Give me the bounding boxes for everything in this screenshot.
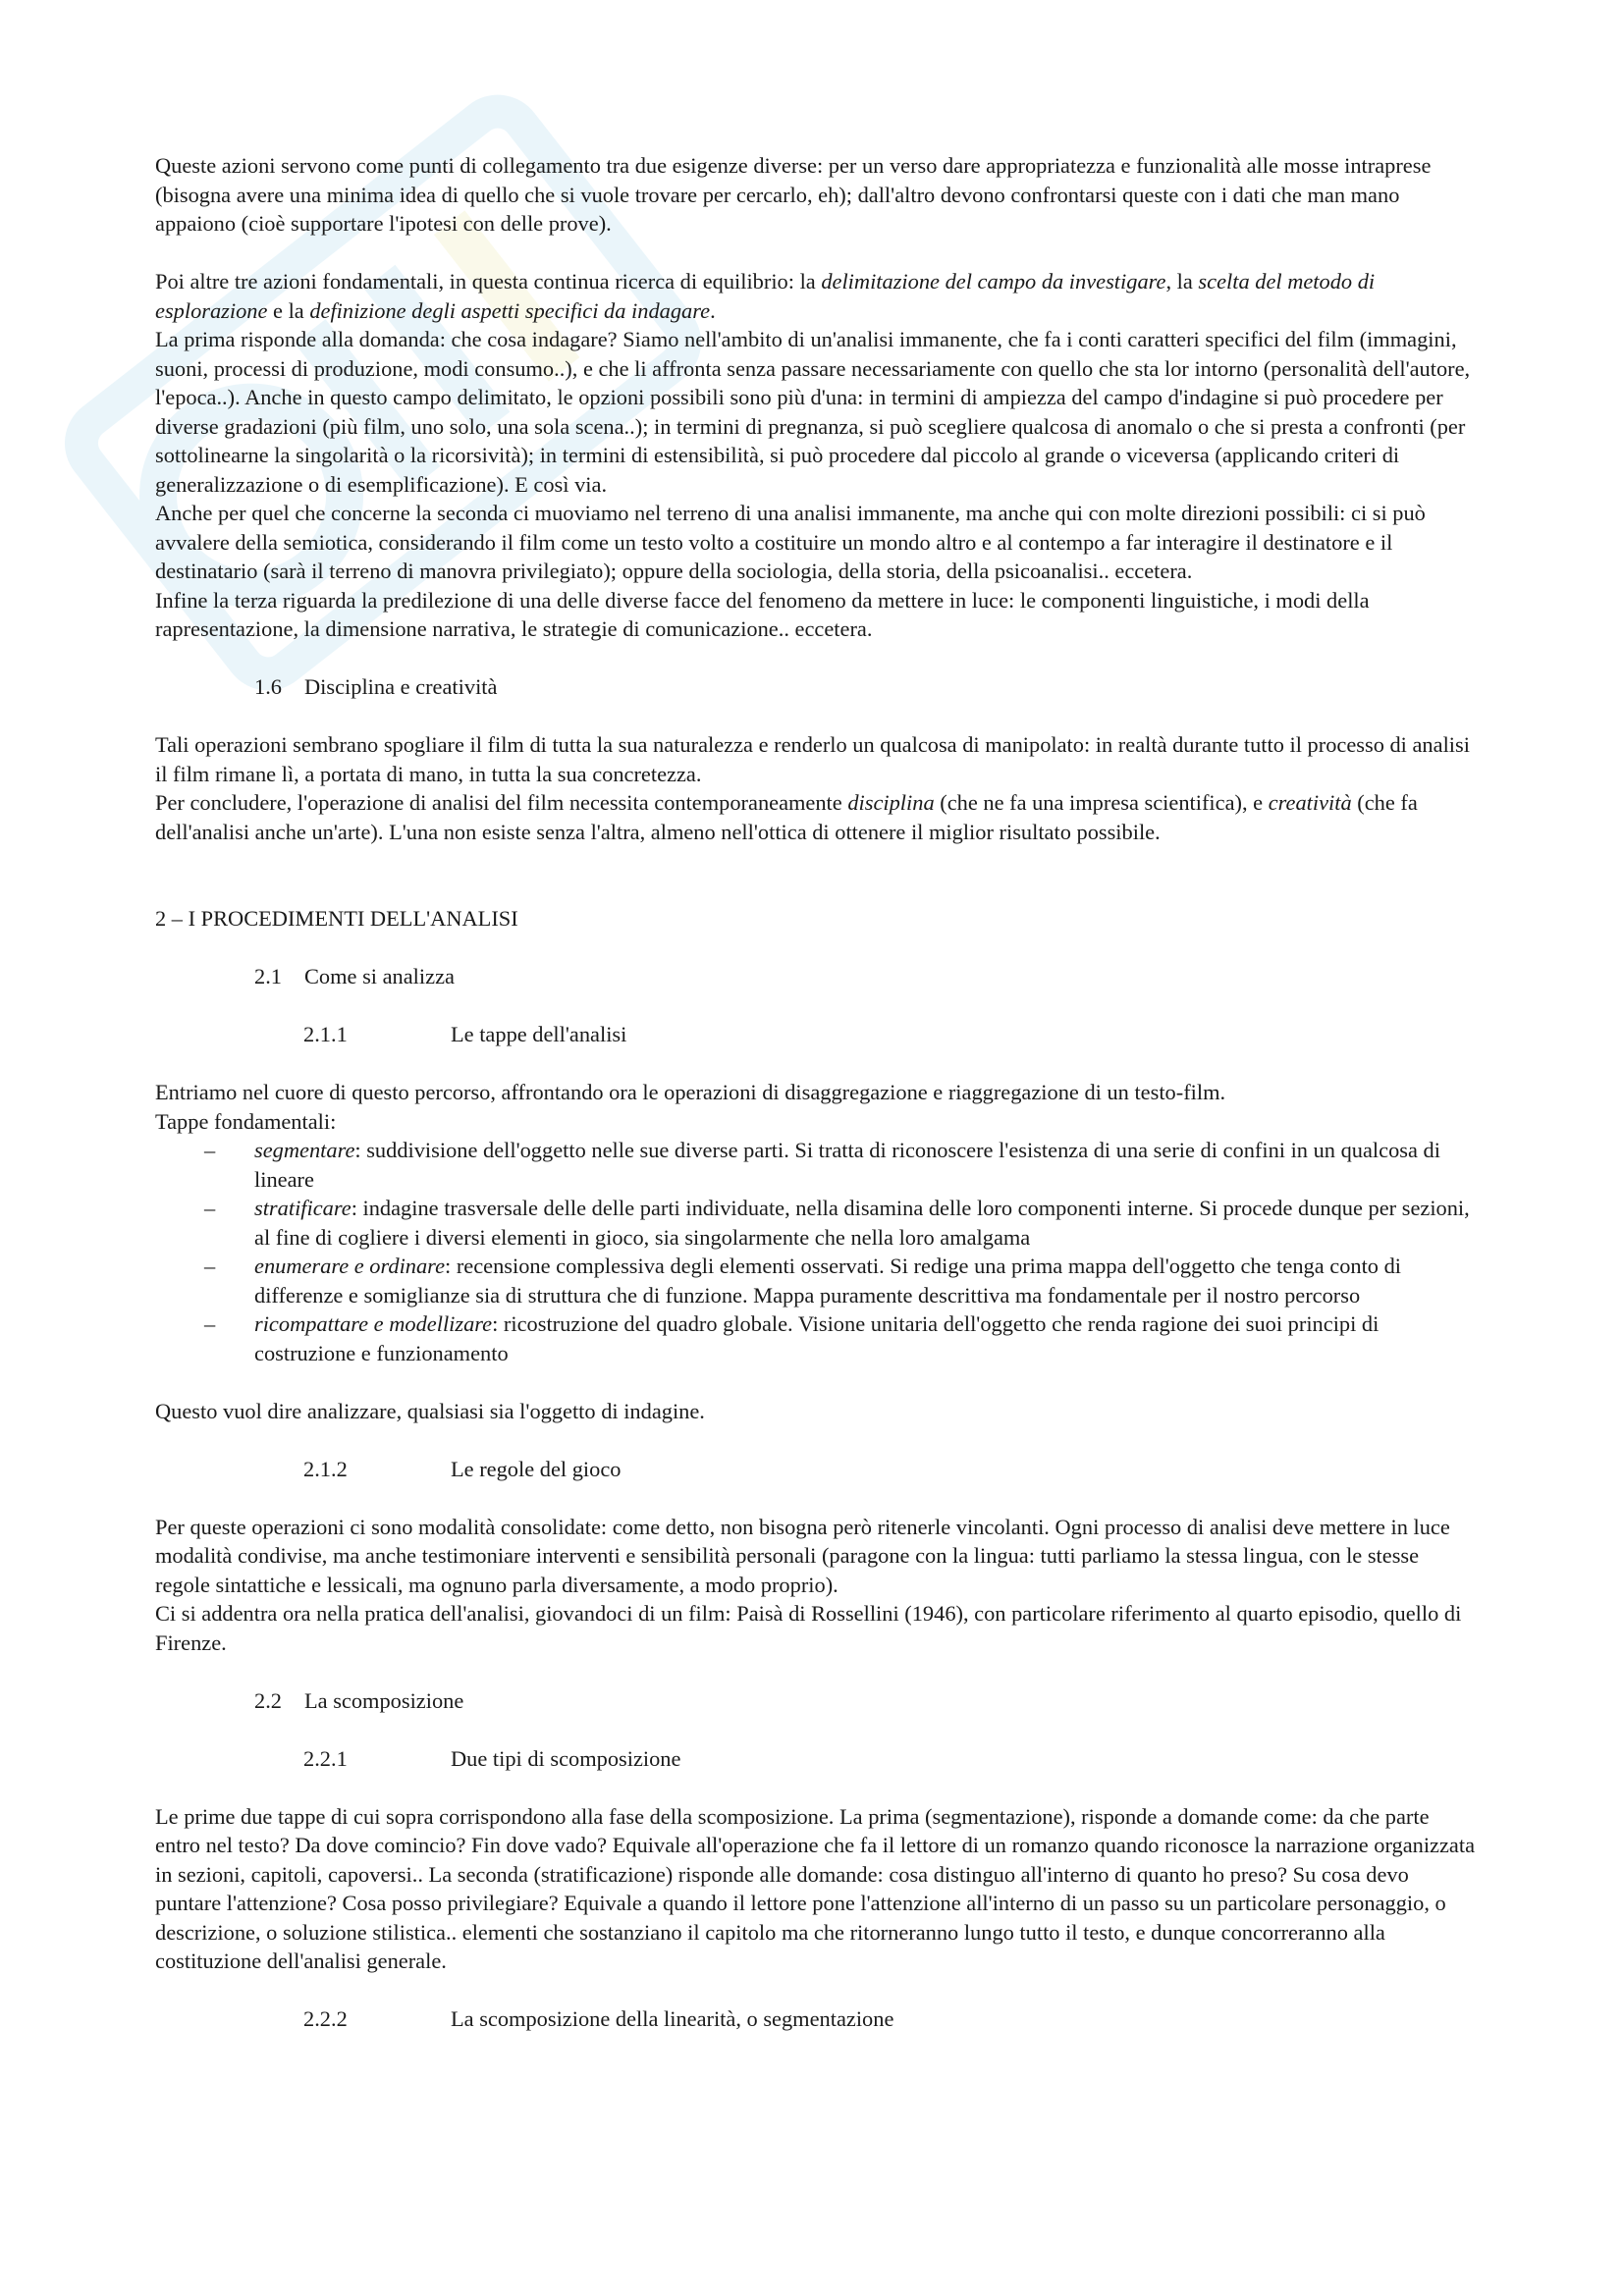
steps-list [155,1136,1476,1367]
section-heading-1-6: 1.6 Disciplina e creatività [254,674,498,699]
section-heading-2-2: 2.2 La scomposizione [254,1687,464,1713]
subsection-heading-2-1-1: 2.1.1 Le tappe dell'analisi [303,1022,627,1046]
paragraph: Per concludere, l'operazione di analisi del film necessita contemporaneamente disciplina (che ne fa una impresa scientifica), e creatività (che fa dell'analisi anche un'arte). L'una non esiste senza l'altra, almeno nell'ottica di ottenere il miglior risultato possibile. [155,790,1418,844]
list-item: – enumerare e ordinare: recensione complessiva degli elementi osservati. Si redige una prima mappa dell'oggetto che tenga conto di differenze e somiglianze sia di struttura che di funzione. Mappa puramente descrittiva ma fondamentale per il nostro percorso [204,1254,1402,1308]
paragraph: Questo vuol dire analizzare, qualsiasi sia l'oggetto di indagine. [155,1398,705,1423]
paragraph: Queste azioni servono come punti di collegamento tra due esigenze diverse: per un verso dare appropriatezza e funzionalità alle mosse intraprese (bisogna avere una minima idea di quello che si vuole trovare per cercarlo, eh); dall'altro devono confrontarsi queste con i dati che man mano appaiono (cioè supportare l'ipotesi con delle prove). [155,153,1432,236]
paragraph: Infine la terza riguarda la predilezione di una delle diverse facce del fenomeno da mettere in luce: le componenti linguistiche, i modi della rapresentazione, la dimensione narrativa, le strategie di comunicazione.. eccetera. [155,587,1370,641]
paragraph: Le prime due tappe di cui sopra corrispondono alla fase della scomposizione. La prima (segmentazione), risponde a domande come: da che parte entro nel testo? Da dove comincio? Fin dove vado? Equivale all'operazione che fa il lettore di un romanzo quando riconosce la narrazione organizzata in sezioni, capitoli, capoversi.. La seconda (stratificazione) risponde alle domande: cosa distinguo all'interno di quanto ho preso? Su cosa devo puntare l'attenzione? Cosa posso privilegiare? Equivale a quando il lettore pone l'attenzione all'interno di un passo su un particolare personaggio, o descrizione, o soluzione stilistica.. elementi che sostanziano il capitolo ma che ritorneranno lungo tutto il testo, e dunque concorreranno alla costituzione dell'analisi generale. [155,1803,1476,1973]
paragraph: Ci si addentra ora nella pratica dell'analisi, giovandoci di un film: Paisà di Rossellini (1946), con particolare riferimento al quarto episodio, quello di Firenze. [155,1601,1462,1655]
paragraph: Poi altre tre azioni fondamentali, in questa continua ricerca di equilibrio: la delimitazione del campo da investigare, la scelta del metodo di esplorazione e la definizione degli aspetti specifici da indagare. [155,269,1376,323]
subsection-heading-2-2-2: 2.2.2 La scomposizione della linearità, o segmentazione [303,2006,894,2031]
list-item: – segmentare: suddivisione dell'oggetto nelle sue diverse parti. Si tratta di riconoscere l'esistenza di una serie di confini in un qualcosa di lineare [204,1138,1440,1192]
paragraph: Tali operazioni sembrano spogliare il film di tutta la sua naturalezza e renderlo un qualcosa di manipolato: in realtà durante tutto il processo di analisi il film rimane lì, a portata di mano, in tutta la sua concretezza. [155,732,1470,786]
document-page [155,151,1476,2034]
subsection-heading-2-2-1: 2.2.1 Due tipi di scomposizione [303,1745,681,1771]
section-heading-2-1: 2.1 Come si analizza [254,964,455,988]
paragraph: Entriamo nel cuore di questo percorso, affrontando ora le operazioni di disaggregazione e riaggregazione di un testo-film. [155,1080,1226,1104]
paragraph: La prima risponde alla domanda: che cosa indagare? Siamo nell'ambito di un'analisi immanente, che fa i conti caratteri specifici del film (immagini, suoni, processi di produzione, modi consumo..), e che li affronta senza passare necessariamente con quello che sta lor intorno (personalità dell'autore, l'epoca..). Anche in questo campo delimitato, le opzioni possibili sono più d'una: in termini di ampiezza del campo d'indagine si può procedere per diverse gradazioni (più film, uno solo, una sola scena..); in termini di pregnanza, si può scegliere qualcosa di anomalo o che si presta a confronti (per sottolinearne la singolarità o la ricorsività); in termini di estensibilità, si può procedere dal piccolo al grande o viceversa (applicando criteri di generalizzazione o di esemplificazione). E così via. [155,327,1471,497]
list-item: – stratificare: indagine trasversale delle delle parti individuate, nella disamina delle loro componenti interne. Si procede dunque per sezioni, al fine di cogliere i diversi elementi in gioco, sia singolarmente che nella loro amalgama [204,1196,1470,1250]
list-item: – ricompattare e modellizare: ricostruzione del quadro globale. Visione unitaria dell'oggetto che renda ragione dei suoi principi di costruzione e funzionamento [204,1311,1380,1365]
paragraph: Tappe fondamentali: [155,1108,337,1134]
chapter-heading: 2 – I PROCEDIMENTI DELL'ANALISI [155,906,518,931]
paragraph: Per queste operazioni ci sono modalità consolidate: come detto, non bisogna però ritenerle vincolanti. Ogni processo di analisi deve mettere in luce modalità condivise, ma anche testimoniare interventi e sensibilità personali (paragone con la lingua: tutti parliamo la stessa lingua, con le stesse regole sintattiche e lessicali, ma ognuno parla diversamente, a modo proprio). [155,1514,1450,1597]
subsection-heading-2-1-2: 2.1.2 Le regole del gioco [303,1456,622,1481]
paragraph: Anche per quel che concerne la seconda ci muoviamo nel terreno di una analisi immanente, ma anche qui con molte direzioni possibili: ci si può avvalere della semiotica, considerando il film come un testo volto a costituire un mondo altro e al contempo a far interagire il destinatore e il destinatario (sarà il terreno di manovra privilegiato); oppure della sociologia, della storia, della psicoanalisi.. eccetera. [155,501,1426,583]
